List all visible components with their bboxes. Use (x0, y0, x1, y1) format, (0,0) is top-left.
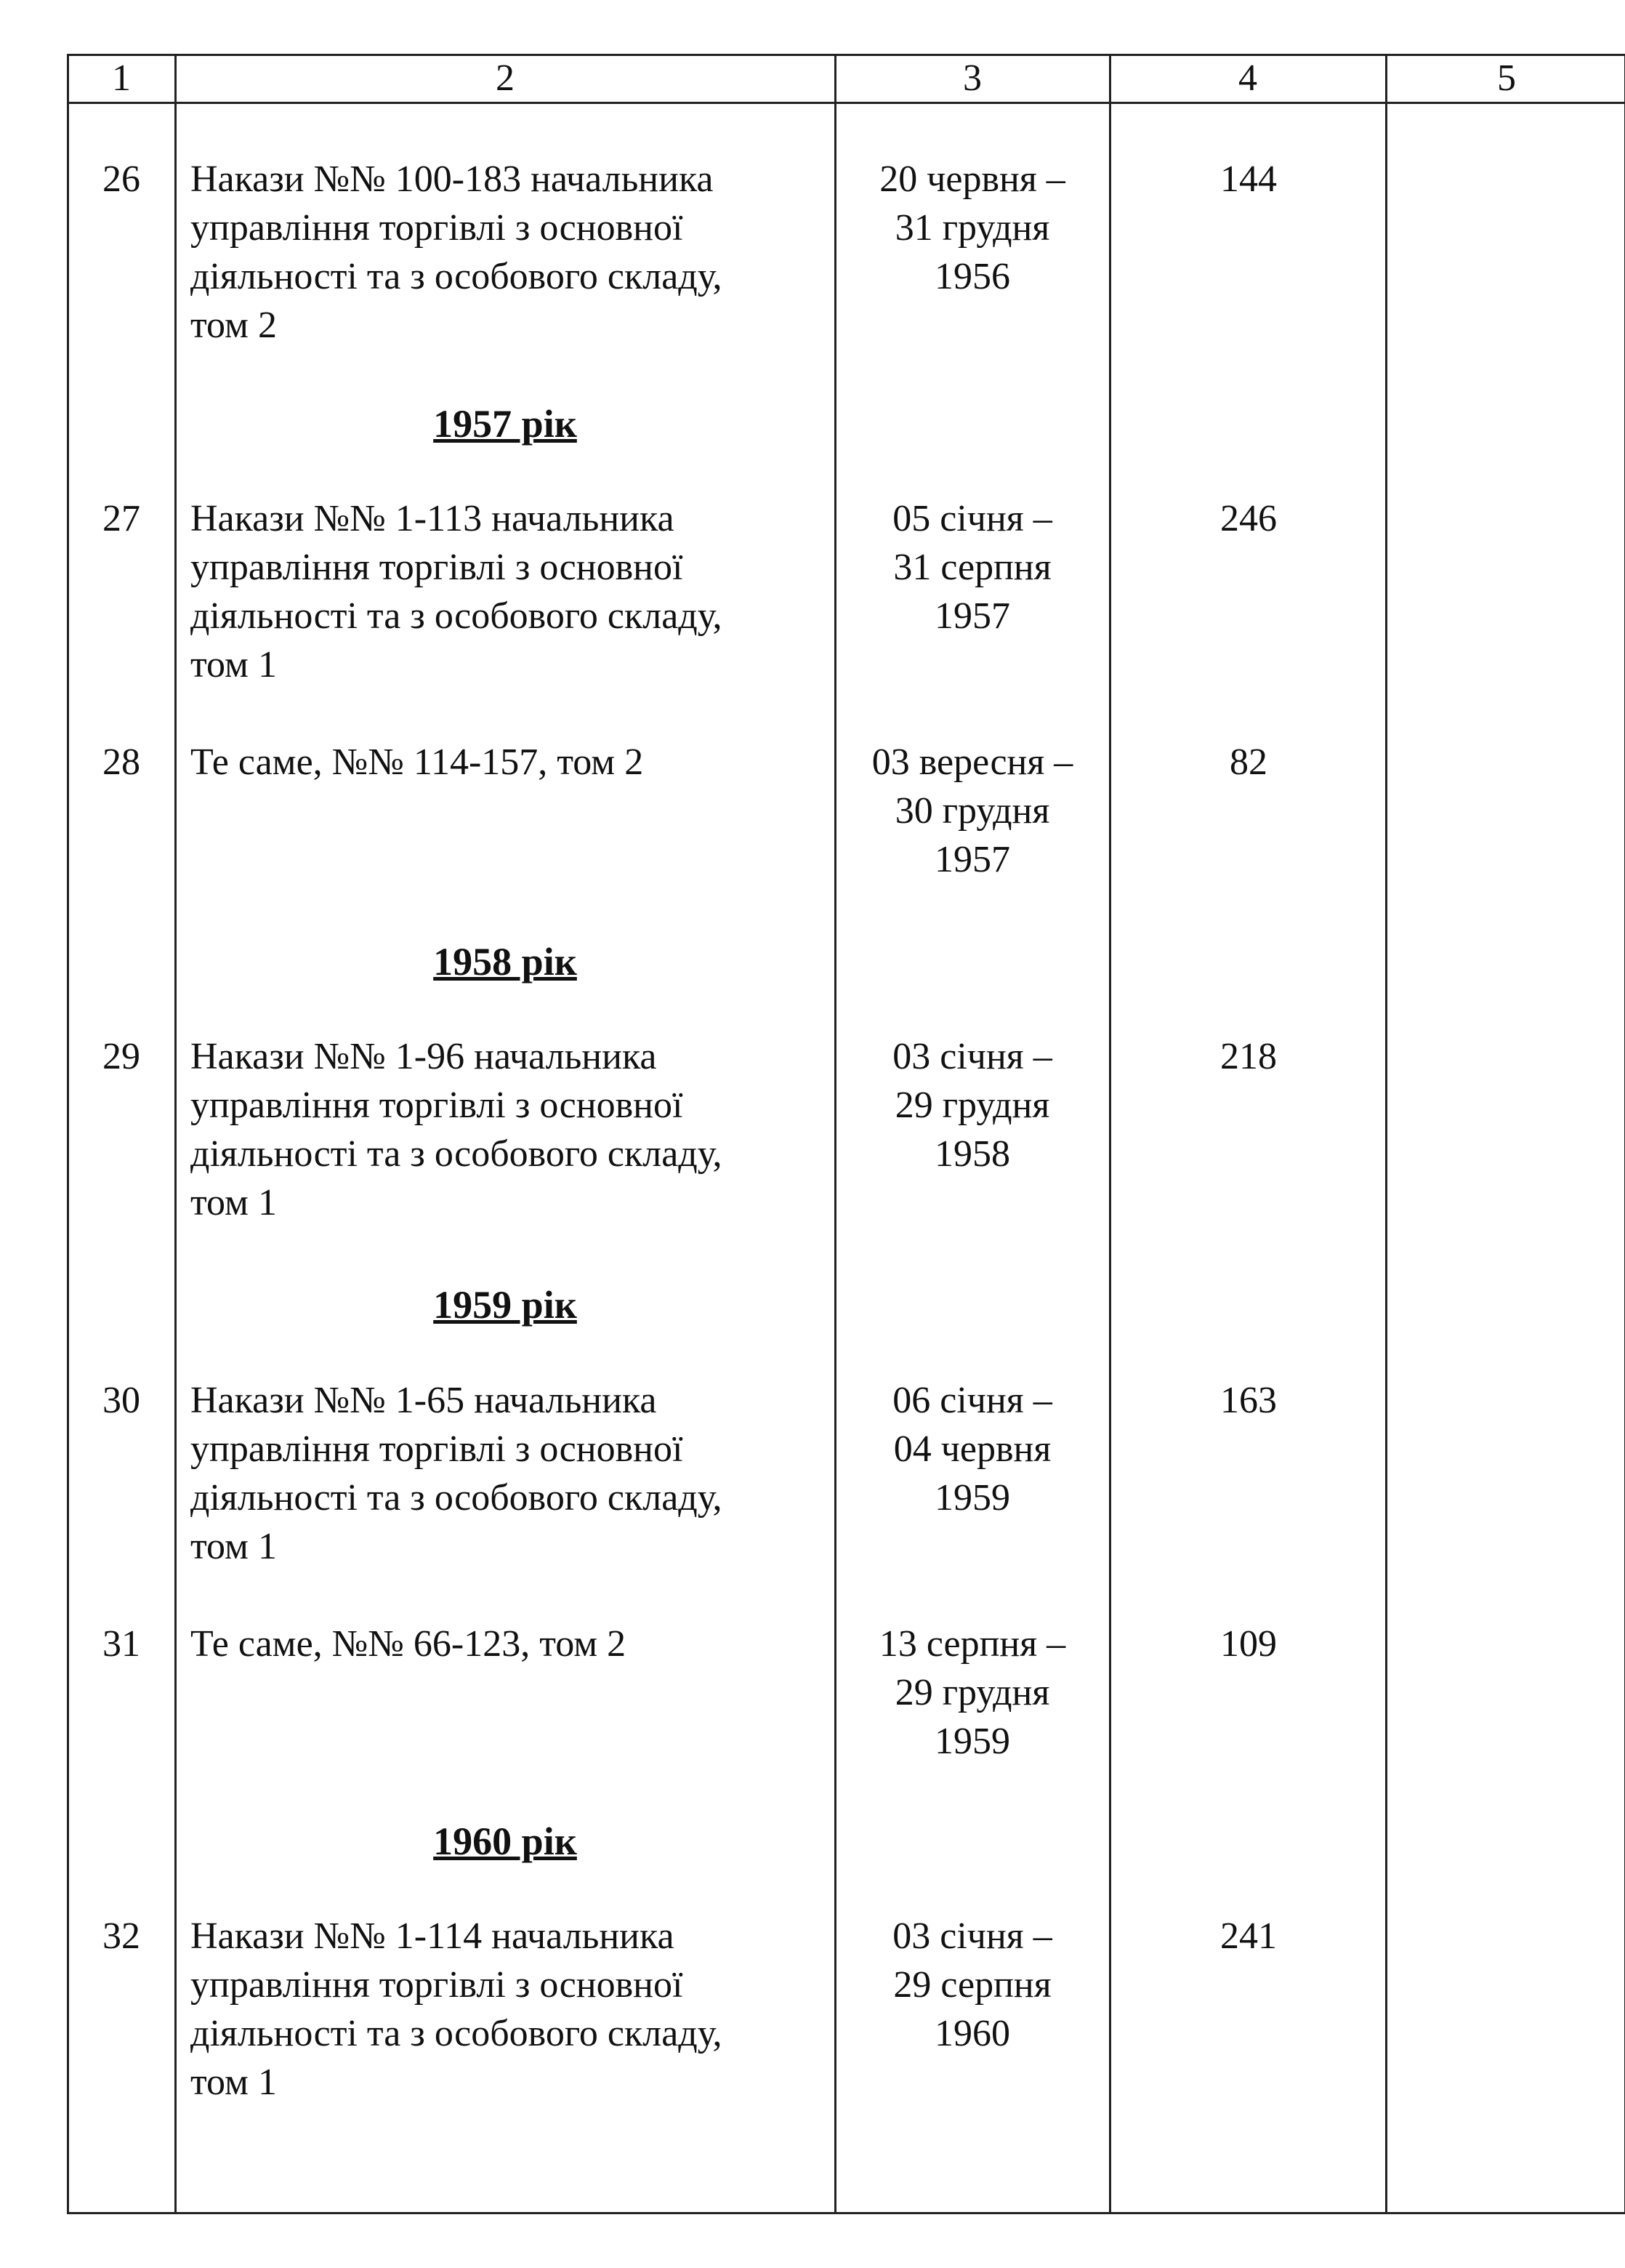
date-line: 31 грудня (895, 207, 1050, 249)
description-line: том 1 (190, 1526, 277, 1567)
row-pages: 246 (1220, 498, 1277, 539)
date-line: 1957 (935, 595, 1010, 637)
description-line: том 1 (190, 2062, 277, 2103)
row-pages: 163 (1220, 1380, 1277, 1421)
row-date-range (836, 1912, 1109, 2058)
row-date-range (836, 738, 1109, 884)
description-line: Накази №№ 1-96 начальника (190, 1036, 657, 1077)
row-description (190, 738, 830, 787)
date-line: 31 серпня (893, 547, 1052, 588)
column-divider (1109, 54, 1111, 2214)
date-line: 1960 (935, 2013, 1010, 2054)
date-line: 1958 (935, 1133, 1010, 1175)
row-date-range (836, 155, 1109, 301)
description-line: управління торгівлі з основної (190, 1085, 683, 1126)
year-heading: 1957 рік (433, 402, 577, 446)
row-number: 30 (102, 1380, 140, 1421)
date-line: 06 січня – (892, 1380, 1052, 1421)
date-line: 1959 (935, 1477, 1010, 1519)
description-line: Накази №№ 100-183 начальника (190, 158, 714, 200)
description-line: управління торгівлі з основної (190, 547, 683, 588)
row-description (190, 1376, 830, 1571)
description-line: управління торгівлі з основної (190, 1964, 683, 2006)
row-number: 31 (102, 1623, 140, 1665)
header-col-3: 3 (963, 57, 982, 99)
year-heading: 1958 рік (433, 940, 577, 984)
date-line: 29 грудня (895, 1672, 1050, 1713)
date-line: 20 червня – (879, 158, 1065, 200)
date-line: 03 січня – (892, 1915, 1052, 1957)
date-line: 1956 (935, 256, 1010, 297)
description-line: Накази №№ 1-65 начальника (190, 1380, 657, 1421)
date-line: 1959 (935, 1721, 1010, 1762)
year-heading: 1959 рік (433, 1283, 577, 1327)
header-divider (67, 102, 1625, 104)
column-divider (174, 54, 177, 2214)
column-divider (1385, 54, 1387, 2214)
description-line: Те саме, №№ 114-157, том 2 (190, 741, 644, 783)
row-date-range (836, 1032, 1109, 1178)
description-line: Те саме, №№ 66-123, том 2 (190, 1623, 626, 1665)
date-line: 1957 (935, 839, 1010, 880)
row-pages: 218 (1220, 1036, 1277, 1077)
year-heading: 1960 рік (433, 1819, 577, 1863)
row-description (190, 1620, 830, 1668)
date-line: 03 вересня – (871, 741, 1073, 783)
date-line: 13 серпня – (879, 1623, 1066, 1665)
date-line: 03 січня – (892, 1036, 1052, 1077)
description-line: діяльності та з особового складу, (190, 256, 722, 297)
date-line: 29 серпня (893, 1964, 1052, 2006)
row-number: 28 (102, 741, 140, 783)
description-line: діяльності та з особового складу, (190, 1133, 722, 1175)
header-col-4: 4 (1238, 57, 1257, 99)
header-col-2: 2 (496, 57, 515, 99)
row-description (190, 1912, 830, 2107)
date-line: 04 червня (893, 1428, 1052, 1470)
header-col-5: 5 (1497, 57, 1516, 99)
description-line: управління торгівлі з основної (190, 1428, 683, 1470)
row-date-range (836, 1620, 1109, 1766)
description-line: Накази №№ 1-113 начальника (190, 498, 674, 539)
row-pages: 82 (1230, 741, 1267, 783)
row-pages: 109 (1220, 1623, 1277, 1665)
row-description (190, 494, 830, 689)
description-line: Накази №№ 1-114 начальника (190, 1915, 674, 1957)
date-line: 29 грудня (895, 1085, 1050, 1126)
row-number: 32 (102, 1915, 140, 1957)
row-date-range (836, 1376, 1109, 1522)
header-col-1: 1 (112, 57, 131, 99)
description-line: том 1 (190, 644, 277, 685)
description-line: том 1 (190, 1182, 277, 1223)
description-line: управління торгівлі з основної (190, 207, 683, 249)
row-description (190, 155, 830, 350)
row-number: 29 (102, 1036, 140, 1077)
row-description (190, 1032, 830, 1227)
row-pages: 144 (1220, 158, 1277, 200)
date-line: 30 грудня (895, 790, 1050, 832)
description-line: том 2 (190, 305, 277, 346)
row-number: 26 (102, 158, 140, 200)
description-line: діяльності та з особового складу, (190, 595, 722, 637)
row-date-range (836, 494, 1109, 640)
date-line: 05 січня – (892, 498, 1052, 539)
row-number: 27 (102, 498, 140, 539)
description-line: діяльності та з особового складу, (190, 1477, 722, 1519)
row-pages: 241 (1220, 1915, 1277, 1957)
description-line: діяльності та з особового складу, (190, 2013, 722, 2054)
